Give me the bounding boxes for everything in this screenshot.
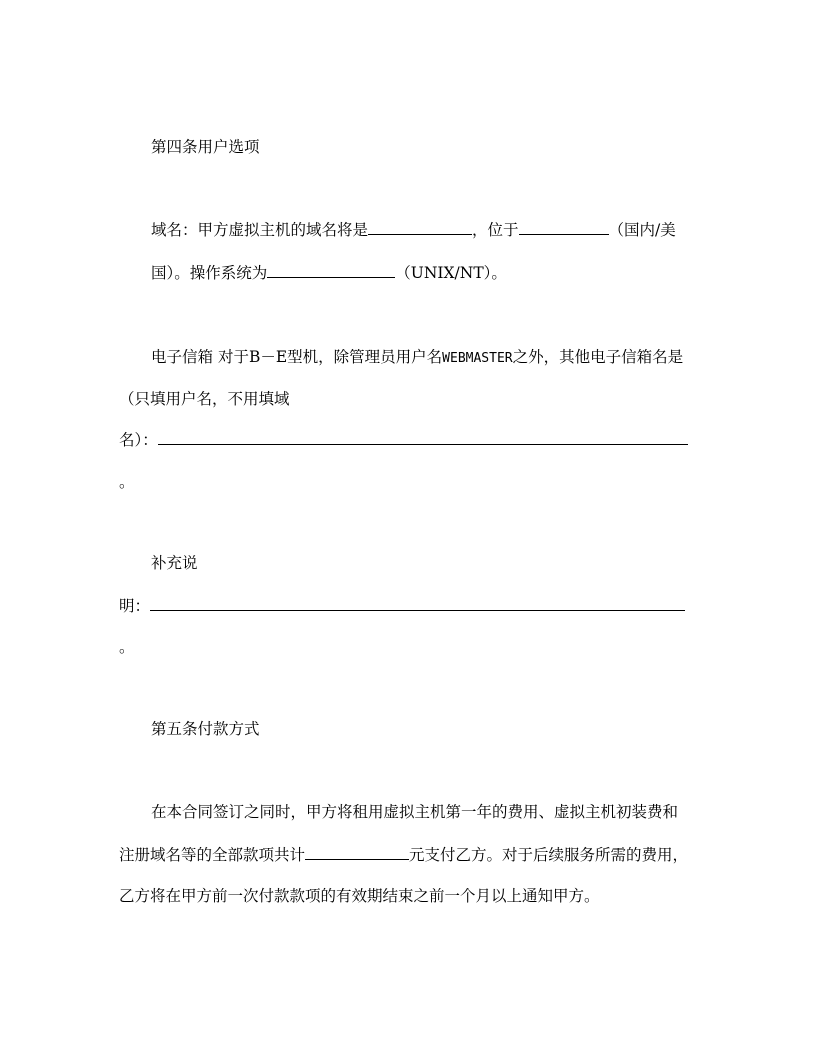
email-line-2: （只填用户名，不用填域 [119, 390, 290, 408]
notes-blank[interactable] [150, 596, 685, 611]
domain-line-2: 国）。操作系统为 （UNIX/NT）。 [151, 264, 507, 282]
domain-name-blank[interactable] [368, 220, 472, 235]
email-end: 。 [119, 473, 135, 491]
notes-end: 。 [119, 638, 135, 656]
article4-heading: 第四条用户选项 [151, 138, 260, 156]
email-line-1: 电子信箱 对于B－E型机，除管理员用户名WEBMASTER之外，其他电子信箱名是 [151, 348, 684, 366]
email-label: 电子信箱 [151, 348, 214, 366]
payment-line-3: 乙方将在甲方前一次付款款项的有效期结束之前一个月以上通知甲方。 [119, 887, 600, 905]
domain-label: 域名： [151, 221, 198, 239]
notes-line-1: 补充说 [151, 554, 198, 572]
os-blank[interactable] [267, 263, 395, 278]
payment-amount-blank[interactable] [305, 845, 409, 860]
admin-username: WEBMASTER [442, 351, 513, 366]
email-names-blank[interactable] [158, 430, 688, 445]
domain-location-blank[interactable] [519, 220, 609, 235]
article5-heading: 第五条付款方式 [151, 720, 260, 738]
domain-line-1: 域名：甲方虚拟主机的域名将是 ，位于 （国内/美 [151, 221, 676, 239]
payment-line-2: 注册域名等的全部款项共计 元支付乙方。对于后续服务所需的费用， [119, 846, 689, 864]
payment-line-1: 在本合同签订之同时，甲方将租用虚拟主机第一年的费用、虚拟主机初装费和 [151, 803, 679, 821]
domain-text: 甲方虚拟主机的域名将是 [197, 221, 369, 239]
email-line-3: 名）： [119, 430, 688, 450]
notes-line-2: 明： [119, 596, 685, 616]
